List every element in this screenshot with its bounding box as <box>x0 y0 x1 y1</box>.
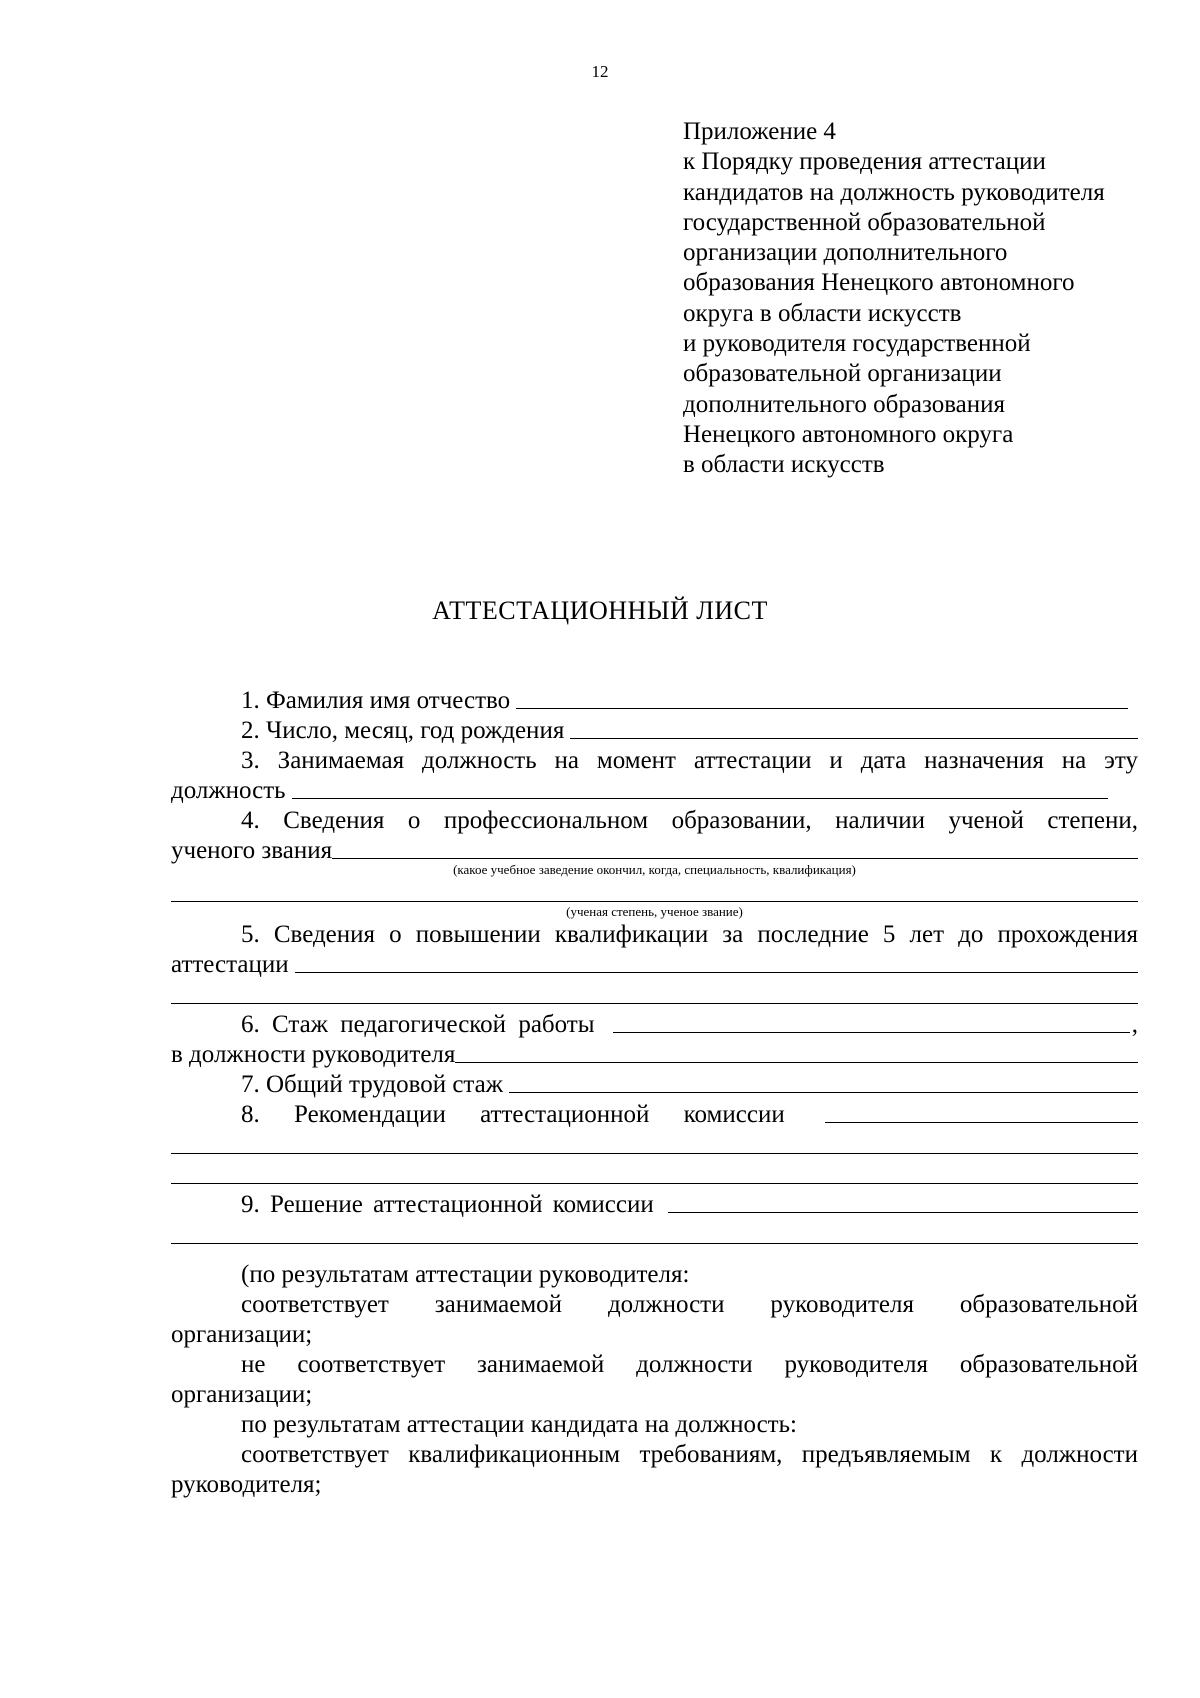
appendix-line: дополнительного образования <box>683 390 1006 418</box>
fill-line[interactable] <box>825 1121 1138 1123</box>
appendix-line: образования Ненецкого автономного <box>683 269 1075 297</box>
field-teaching-experience <box>171 1010 1138 1040</box>
fill-line[interactable] <box>171 1160 1138 1190</box>
field-full-name <box>171 686 1138 716</box>
field-label: аттестации <box>171 951 289 978</box>
field-label: 6. Стаж педагогической работы <box>241 1011 595 1038</box>
fill-line[interactable] <box>570 737 1138 739</box>
decision-option-line: руководителя; <box>171 1471 322 1498</box>
degree-caption: (ученая степень, ученое звание) <box>566 904 743 919</box>
field-label: должность <box>171 777 286 804</box>
decision-option-line: организации; <box>171 1321 313 1348</box>
field-position <box>171 776 1138 806</box>
field-birth-date <box>171 716 1138 746</box>
fill-line[interactable] <box>613 1031 1130 1033</box>
decision-intro: (по результатам аттестации руководителя: <box>241 1261 690 1288</box>
document-title: АТТЕСТАЦИОННЫЙ ЛИСТ <box>432 596 768 625</box>
appendix-line: государственной образовательной <box>683 208 1046 236</box>
appendix-line: организации дополнительного <box>683 239 1008 267</box>
field-label: 1. Фамилия имя отчество <box>241 687 511 714</box>
fill-line[interactable] <box>295 971 1138 973</box>
field-commission-decision <box>171 1190 1138 1220</box>
education-caption: (какое учебное заведение окончил, когда, специальность, квалификация) <box>453 862 856 877</box>
appendix-line: Приложение 4 <box>683 118 836 145</box>
fill-line[interactable] <box>455 1061 1138 1063</box>
appendix-line: и руководителя государственной <box>683 330 1031 358</box>
fill-line[interactable] <box>171 1130 1138 1160</box>
appendix-line: Ненецкого автономного округа <box>683 420 1014 448</box>
fill-line[interactable] <box>516 707 1128 709</box>
field-label: в должности руководителя <box>171 1041 456 1068</box>
appendix-line: в области искусств <box>683 451 885 479</box>
page-number: 12 <box>591 62 609 81</box>
fill-line[interactable] <box>171 878 1138 908</box>
appendix-line: кандидатов на должность руководителя <box>683 178 1105 206</box>
appendix-line: к Порядку проведения аттестации <box>683 148 1046 176</box>
fill-line[interactable] <box>509 1091 1138 1093</box>
decision-option-line: соответствует квалификационным требованиям, предъявляемым к должности <box>241 1441 1138 1468</box>
field-label: 7. Общий трудовой стаж <box>241 1071 504 1098</box>
field-qualification <box>171 950 1138 980</box>
field-comma: , <box>1131 1011 1138 1038</box>
fill-line[interactable] <box>171 1220 1138 1250</box>
field-label: ученого звания <box>171 837 333 864</box>
fill-line[interactable] <box>332 857 1138 859</box>
field-management-experience <box>171 1040 1138 1070</box>
field-qualification-label: 5. Сведения о повышении квалификации за последние 5 лет до прохождения <box>241 921 1138 948</box>
appendix-line: округа в области искусств <box>683 299 962 327</box>
decision-option-line: организации; <box>171 1381 313 1408</box>
field-total-experience <box>171 1070 1138 1100</box>
field-label: 9. Решение аттестационной комиссии <box>241 1191 654 1218</box>
field-recommendations <box>171 1100 1138 1130</box>
decision-option-line: соответствует занимаемой должности руководителя образовательной <box>241 1291 1138 1318</box>
field-position-label: 3. Занимаемая должность на момент аттестации и дата назначения на эту <box>241 747 1138 774</box>
fill-line[interactable] <box>171 980 1138 1010</box>
fill-line[interactable] <box>292 797 1108 799</box>
field-education-label: 4. Сведения о профессиональном образовании, наличии ученой степени, <box>241 807 1138 834</box>
field-label: 2. Число, месяц, год рождения <box>241 717 565 744</box>
fill-line[interactable] <box>668 1211 1138 1213</box>
appendix-header <box>683 117 1193 481</box>
attestation-form <box>171 686 1138 1500</box>
appendix-line: образовательной организации <box>683 360 1002 388</box>
decision-candidate-intro: по результатам аттестации кандидата на должность: <box>241 1411 797 1438</box>
field-label: 8. Рекомендации аттестационной комиссии <box>241 1101 785 1128</box>
decision-option-line: не соответствует занимаемой должности руководителя образовательной <box>241 1351 1138 1378</box>
